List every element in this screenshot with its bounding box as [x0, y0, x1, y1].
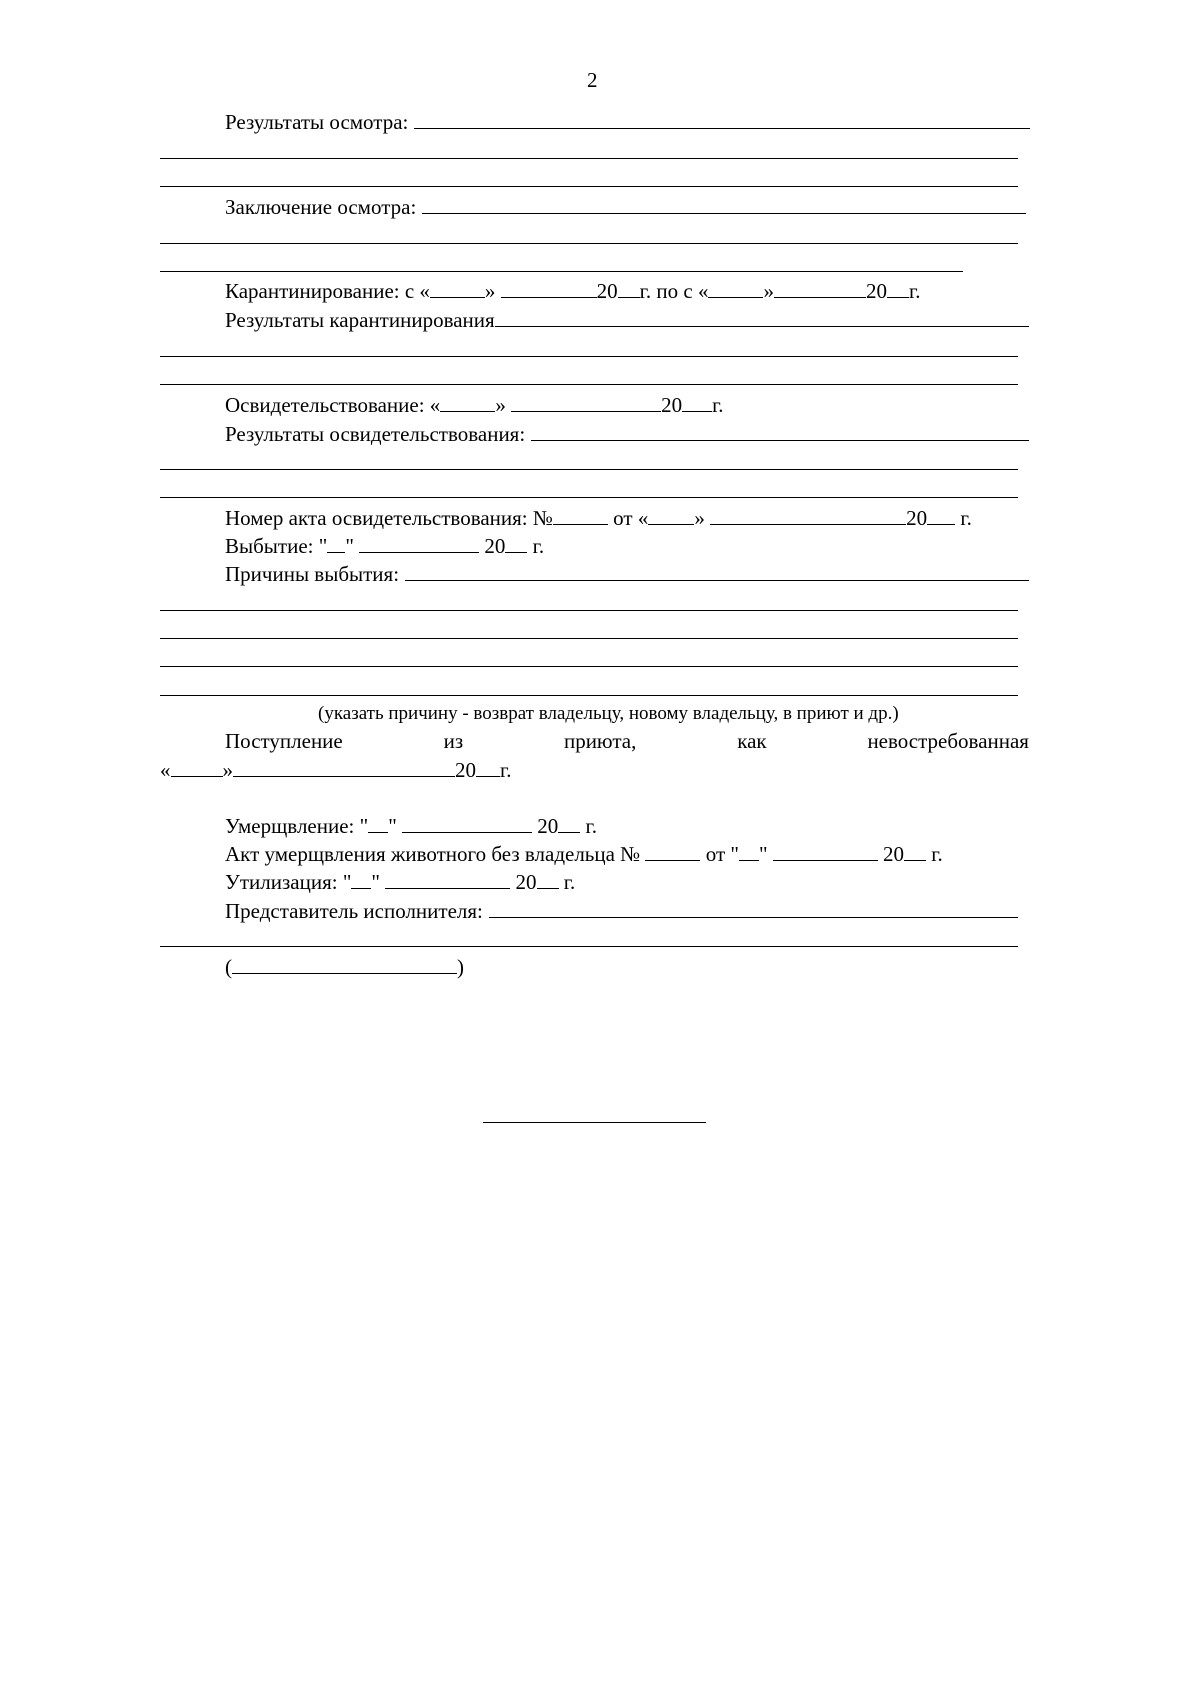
disposal-year-field[interactable]: [505, 534, 527, 553]
quarantine-label: Карантинирование: с «: [225, 279, 430, 303]
inspection-results-field[interactable]: [414, 110, 1030, 129]
disposal-reasons-line-3[interactable]: [160, 666, 1018, 667]
euthanasia-act-close-quote: ": [758, 842, 768, 866]
admission-word-4: как: [737, 729, 767, 753]
admission-day-field[interactable]: [171, 758, 223, 777]
quarantine-start-day-field[interactable]: [430, 279, 485, 298]
quarantine-results-row: [225, 308, 1029, 332]
examination-results-row: [225, 422, 1029, 446]
act-year-suffix: г.: [960, 506, 972, 530]
quarantine-year-prefix: 20: [596, 279, 618, 303]
disposal-day-field[interactable]: [327, 534, 345, 553]
disposal-row: [225, 534, 544, 558]
quarantine-results-label: Результаты карантинирования: [225, 308, 495, 332]
euthanasia-year-prefix: 20: [537, 814, 559, 838]
utilization-year-prefix: 20: [515, 870, 537, 894]
disposal-hint: (указать причину - возврат владельцу, новому владельцу, в приют и др.): [318, 703, 899, 724]
act-year-prefix: 20: [906, 506, 928, 530]
admission-date-row: [160, 758, 512, 782]
euthanasia-act-row: [225, 842, 943, 866]
inspection-results-line-1[interactable]: [160, 158, 1018, 159]
euthanasia-day-field[interactable]: [368, 814, 388, 833]
act-month-field[interactable]: [710, 506, 906, 525]
quarantine-row: [225, 279, 920, 303]
disposal-reasons-label: Причины выбытия:: [225, 562, 400, 586]
signature-field[interactable]: [232, 955, 457, 974]
disposal-year-prefix: 20: [484, 534, 506, 558]
inspection-conclusion-row: [225, 195, 1026, 219]
inspection-results-line-2[interactable]: [160, 186, 1018, 187]
act-year-field[interactable]: [927, 506, 955, 525]
quarantine-results-line-1[interactable]: [160, 356, 1018, 357]
page-number: 2: [587, 68, 598, 92]
examination-year-prefix: 20: [661, 393, 683, 417]
euthanasia-year-field[interactable]: [558, 814, 580, 833]
euthanasia-act-from: от ": [705, 842, 739, 866]
euthanasia-act-label: Акт умерщвления животного без владельца №: [225, 842, 641, 866]
euthanasia-act-year-prefix: 20: [883, 842, 905, 866]
act-from-label: от «: [613, 506, 649, 530]
end-separator-line: [483, 1122, 706, 1123]
utilization-year-suffix: г.: [563, 870, 576, 894]
examination-results-line-2[interactable]: [160, 497, 1018, 498]
quarantine-start-month-field[interactable]: [501, 279, 597, 298]
admission-row: [225, 729, 1029, 753]
disposal-month-field[interactable]: [359, 534, 479, 553]
examination-row: [225, 393, 724, 417]
quarantine-close-quote-2: »: [763, 279, 774, 303]
act-close-quote: »: [694, 506, 705, 530]
quarantine-year-suffix-2: г.: [908, 279, 921, 303]
euthanasia-act-year-field[interactable]: [904, 842, 926, 861]
disposal-reasons-field[interactable]: [405, 562, 1029, 581]
utilization-month-field[interactable]: [385, 870, 510, 889]
quarantine-year-prefix-2: 20: [865, 279, 887, 303]
utilization-year-field[interactable]: [537, 870, 559, 889]
inspection-conclusion-label: Заключение осмотра:: [225, 195, 417, 219]
quarantine-end-year-field[interactable]: [887, 279, 909, 298]
admission-year-prefix: 20: [455, 758, 476, 782]
examination-month-field[interactable]: [511, 393, 661, 412]
inspection-results-label: Результаты осмотра:: [225, 110, 409, 134]
euthanasia-act-month-field[interactable]: [773, 842, 878, 861]
quarantine-start-year-field[interactable]: [618, 279, 640, 298]
disposal-year-suffix: г.: [532, 534, 545, 558]
act-day-field[interactable]: [648, 506, 694, 525]
quarantine-end-month-field[interactable]: [774, 279, 866, 298]
admission-word-3: приюта,: [563, 729, 637, 753]
admission-year-suffix: г.: [500, 758, 512, 782]
admission-word-5: невостребованная: [867, 729, 1029, 753]
examination-results-label: Результаты освидетельствования:: [225, 422, 526, 446]
disposal-reasons-row: [225, 562, 1029, 586]
representative-row: [225, 899, 1018, 923]
inspection-conclusion-line-2[interactable]: [160, 271, 963, 272]
disposal-reasons-line-4[interactable]: [160, 695, 1018, 696]
admission-month-field[interactable]: [233, 758, 455, 777]
signature-open-paren: (: [225, 955, 232, 979]
utilization-label: Утилизация: ": [225, 870, 352, 894]
euthanasia-act-year-suffix: г.: [931, 842, 943, 866]
inspection-conclusion-line-1[interactable]: [160, 243, 1018, 244]
quarantine-year-suffix: г. по с «: [639, 279, 709, 303]
representative-line[interactable]: [160, 946, 1018, 947]
inspection-results-row: [225, 110, 1030, 134]
admission-year-field[interactable]: [476, 758, 500, 777]
utilization-row: [225, 870, 575, 894]
utilization-day-field[interactable]: [351, 870, 371, 889]
disposal-close-quote: ": [345, 534, 354, 558]
admission-open-quote: «: [160, 758, 171, 782]
euthanasia-year-suffix: г.: [585, 814, 598, 838]
euthanasia-act-number-field[interactable]: [645, 842, 700, 861]
euthanasia-close-quote: ": [388, 814, 397, 838]
signature-row: [225, 955, 464, 979]
disposal-label: Выбытие: ": [225, 534, 328, 558]
utilization-close-quote: ": [371, 870, 380, 894]
examination-label: Освидетельствование: «: [225, 393, 441, 417]
signature-close-paren: ): [457, 955, 464, 979]
examination-year-suffix: г.: [712, 393, 724, 417]
examination-close-quote: »: [495, 393, 506, 417]
representative-label: Представитель исполнителя:: [225, 899, 483, 923]
examination-results-field[interactable]: [531, 422, 1029, 441]
admission-close-quote: »: [222, 758, 233, 782]
euthanasia-month-field[interactable]: [402, 814, 532, 833]
euthanasia-act-day-field[interactable]: [739, 842, 759, 861]
examination-year-field[interactable]: [682, 393, 712, 412]
disposal-reasons-line-1[interactable]: [160, 610, 1018, 611]
representative-field[interactable]: [489, 899, 1018, 918]
admission-word-1: Поступление: [225, 729, 343, 753]
act-number-field[interactable]: [553, 506, 608, 525]
quarantine-close-quote: »: [484, 279, 496, 303]
examination-results-line-1[interactable]: [160, 469, 1018, 470]
act-number-row: [225, 506, 972, 530]
examination-day-field[interactable]: [440, 393, 495, 412]
act-number-label: Номер акта освидетельствования: №: [225, 506, 553, 530]
quarantine-end-day-field[interactable]: [708, 279, 763, 298]
euthanasia-row: [225, 814, 597, 838]
admission-word-2: из: [443, 729, 464, 753]
disposal-reasons-line-2[interactable]: [160, 638, 1018, 639]
euthanasia-label: Умерщвление: ": [225, 814, 369, 838]
quarantine-results-line-2[interactable]: [160, 384, 1018, 385]
quarantine-results-field[interactable]: [495, 308, 1029, 327]
inspection-conclusion-field[interactable]: [422, 195, 1026, 214]
